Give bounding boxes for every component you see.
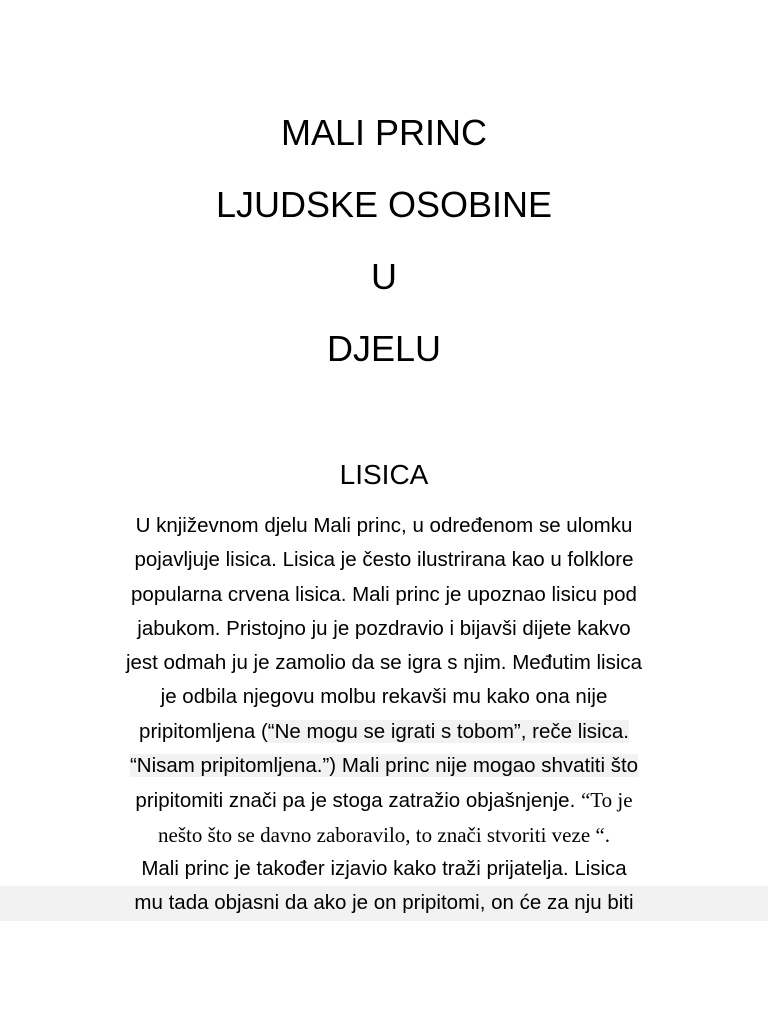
body-line (0, 749, 768, 783)
section-heading: LISICA (339, 459, 429, 490)
body-line (0, 783, 768, 817)
body-paragraph (0, 509, 768, 921)
title-line: MALI PRINC (280, 112, 488, 153)
quoted-text-serif: “To je (580, 788, 633, 813)
body-line: je odbila njegovu molbu rekavši mu kako ona nije (160, 685, 608, 709)
body-line (0, 715, 768, 749)
body-text-segment: pripitomljena ( (139, 719, 268, 743)
body-line: jest odmah ju je zamolio da se igra s njim. Međutim lisica (125, 651, 643, 675)
body-text-segment: pripitomiti znači pa je stoga zatražio objašnjenje. (135, 789, 581, 813)
body-line (0, 818, 768, 852)
body-line: jabukom. Pristojno ju je pozdravio i bijavši dijete kakvo (137, 616, 631, 640)
body-line: pojavljuje lisica. Lisica je često ilustrirana kao u folklore (134, 548, 634, 572)
title-line: DJELU (326, 328, 442, 369)
quoted-text-highlight: “Nisam pripitomljena.”) (129, 754, 337, 778)
body-text-segment: Mali princ nije mogao shvatiti što (336, 754, 639, 778)
body-line: popularna crvena lisica. Mali princ je upoznao lisicu pod (131, 582, 637, 606)
body-line: U književnom djelu Mali princ, u određenom se ulomku (135, 514, 633, 537)
document-title (0, 97, 768, 385)
body-line: mu tada objasni da ako je on pripitomi, on će za nju biti (0, 886, 768, 920)
title-line: U (371, 256, 397, 297)
body-line: Mali princ je također izjavio kako traži prijatelja. Lisica (141, 856, 627, 880)
title-line: LJUDSKE OSOBINE (215, 184, 553, 225)
quoted-text-serif: nešto što se davno zaboravilo, to znači stvoriti veze “. (158, 822, 610, 847)
quoted-text-highlight: “Ne mogu se igrati s tobom”, reče lisica. (267, 719, 629, 743)
